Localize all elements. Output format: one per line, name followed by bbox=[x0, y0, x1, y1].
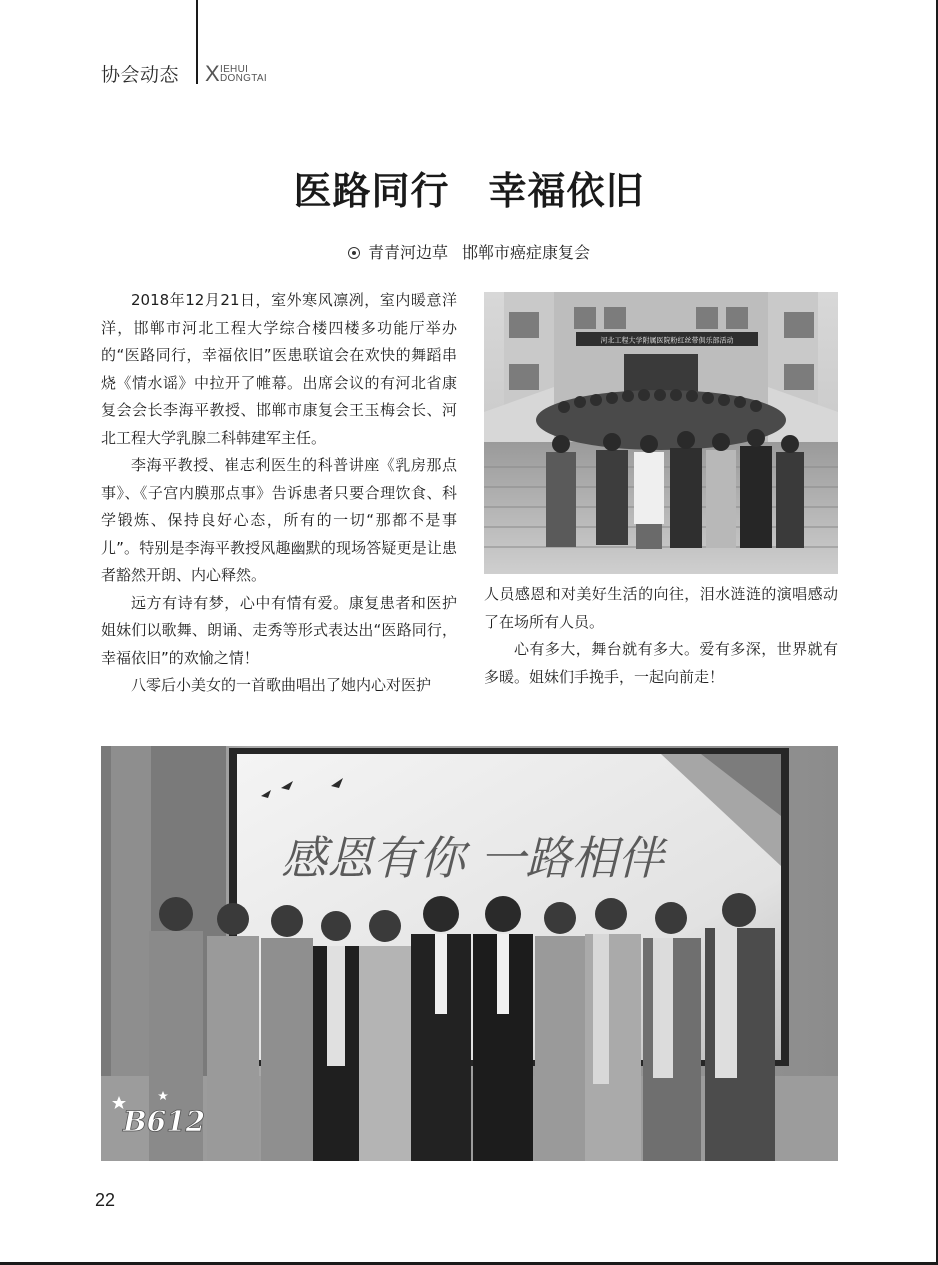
stage-group-photo bbox=[101, 746, 838, 1161]
byline-author: 青青河边草 bbox=[367, 243, 448, 262]
watermark-text: B612 bbox=[123, 1105, 206, 1138]
article-title: 医路同行 幸福依旧 bbox=[293, 168, 645, 213]
section-en-line2: DONGTAI bbox=[220, 73, 267, 84]
paragraph: 远方有诗有梦，心中有情有爱。康复患者和医护姐妹们以歌舞、朗诵、走秀等形式表达出“医路同行，幸福依旧”的欢愉之情！ bbox=[101, 593, 457, 667]
section-en-initial: X bbox=[205, 61, 220, 86]
paragraph: 李海平教授、崔志利医生的科普讲座《乳房那点事》、《子宫内膜那点事》告诉患者只要合理饮食、科学锻炼、保持良好心态，所有的一切“那都不是事儿”。特别是李海平教授风趣幽默的现场答疑更是让患者豁然开朗、内心释然。 bbox=[101, 456, 457, 584]
page-number: 22 bbox=[95, 1190, 116, 1210]
paragraph: 八零后小美女的一首歌曲唱出了她内心对医护 bbox=[131, 676, 432, 694]
section-en-line1: IEHUI bbox=[220, 64, 249, 75]
paragraph: 2018年12月21日，室外寒风凛冽，室内暖意洋洋，邯郸市河北工程大学综合楼四楼多功能厅举办的“医路同行，幸福依旧”医患联谊会在欢快的舞蹈串烧《情水谣》中拉开了帷幕。出席会议的有河北省康复会会长李海平教授、邯郸市康复会王玉梅会长、河北工程大学乳腺二科韩建军主任。 bbox=[101, 291, 457, 447]
banner-text: 河北工程大学附属医院粉红丝带俱乐部活动 bbox=[600, 336, 734, 345]
paragraph: 心有多大，舞台就有多大。爱有多深，世界就有多暖。姐妹们手挽手，一起向前走！ bbox=[484, 640, 838, 686]
left-column bbox=[101, 287, 457, 700]
section-title-cn: 协会动态 bbox=[101, 64, 180, 86]
byline bbox=[0, 240, 938, 263]
paragraph: 人员感恩和对美好生活的向往，泪水涟涟的演唱感动了在场所有人员。 bbox=[484, 585, 838, 631]
bullseye-icon bbox=[348, 247, 360, 259]
right-column bbox=[484, 581, 838, 691]
backdrop-text: 感恩有你 一路相伴 bbox=[281, 831, 664, 885]
group-photo-steps bbox=[484, 292, 838, 574]
byline-org: 邯郸市癌症康复会 bbox=[462, 243, 591, 262]
header-divider bbox=[196, 0, 198, 84]
